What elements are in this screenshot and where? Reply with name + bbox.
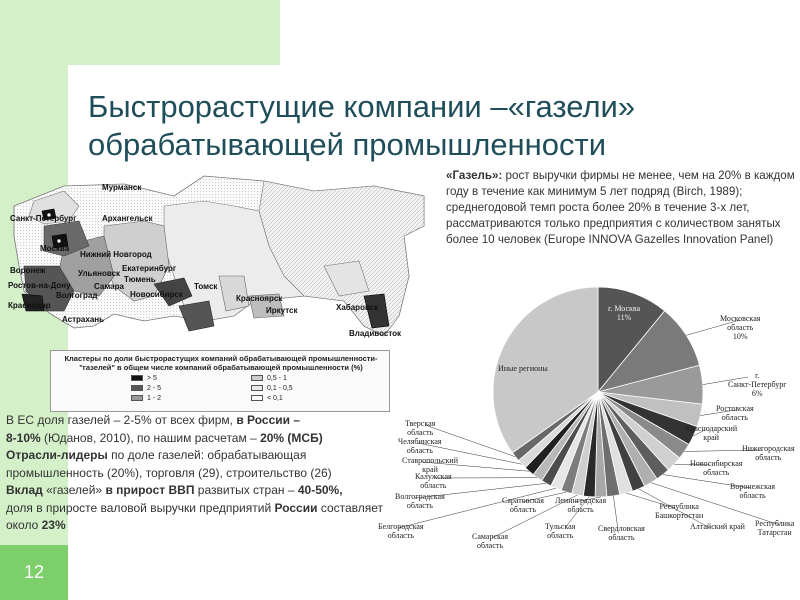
map-label-ekaterinburg: Екатеринбург	[122, 264, 177, 273]
map-label-moscow: Москва	[40, 244, 70, 253]
map-label-arkhangelsk: Архангельск	[102, 214, 153, 223]
legend-label: 1 - 2	[147, 395, 162, 402]
legend-label: 0,1 - 0,5	[267, 385, 293, 392]
eu-text-bold: 23%	[41, 518, 66, 532]
eu-text-bold: 20% (МСБ)	[260, 430, 323, 445]
pie-slice-label: Новосибирская область	[690, 459, 743, 477]
map-label-voronezh: Воронеж	[10, 266, 46, 275]
pie-slice-label: Волгоградская область	[395, 492, 445, 510]
map-label-novosibirsk: Новосибирск	[130, 290, 183, 299]
definition-text: рост выручки фирмы не менее, чем на 20% в каждом году в течение как минимум 5 лет подряд (Birch, 1989); среднегодовой темп роста более 20% в течение 3-х лет, рассматриваются только предприятия с количеством занятых более 10 человек (Europe INNOVA Gazelles Innovation Panel)	[446, 169, 795, 246]
map-label-murmansk: Мурманск	[102, 183, 142, 192]
legend-swatch	[131, 395, 143, 401]
eu-text-part: (Юданов, 2010), по нашим расчетам –	[40, 430, 261, 445]
map-label-volgograd: Волгоград	[56, 291, 98, 300]
eu-text-bold: Вклад	[6, 483, 43, 497]
eu-text-part: доля в приросте валовой выручки предприятий	[6, 500, 275, 515]
map-label-rostov: Ростов-на-Дону	[8, 281, 71, 290]
legend-swatch	[131, 385, 143, 391]
map-label-spb: Санкт-Петербург	[10, 214, 77, 223]
pie-slice-label: г. Санкт-Петербург 6%	[728, 371, 787, 398]
eu-text-bold: 40-50%,	[297, 483, 343, 497]
map-label-tomsk: Томск	[194, 282, 218, 291]
pie-slice-label: Свердловская область	[598, 524, 645, 542]
map-city-dot	[57, 239, 61, 243]
legend-item	[131, 395, 161, 402]
legend-title: Кластеры по доли быстрорастущих компаний обрабатывающей промышленности-"газелей" в общем числе компаний обрабатывающей промышленности (%)	[64, 354, 378, 372]
map-label-samara: Самара	[94, 282, 124, 291]
pie-slice-label: Республика Башкортостан	[655, 502, 704, 520]
slide-title-line1: Быстрорастущие компании –«газели»	[88, 89, 636, 124]
pie-slice-label: Краснодарский край	[685, 424, 738, 442]
eu-text-part: составляет около	[6, 500, 384, 532]
pie-slice-label: Саратовская область	[502, 496, 544, 514]
pie-slice-label: Иные регионы	[498, 364, 548, 373]
pie-slice-label: Нижегородская область	[742, 444, 795, 462]
map-label-n-novgorod: Нижний Новгород	[80, 250, 152, 259]
eu-text-bold: Отрасли-лидеры	[6, 448, 108, 462]
map-label-tyumen: Тюмень	[124, 275, 156, 284]
map-label-irkutsk: Иркутск	[266, 306, 298, 315]
pie-slice-label: Челябинская область	[398, 437, 442, 455]
eu-statistics-text	[6, 412, 391, 535]
gazelle-definition	[446, 168, 796, 248]
pie-slice-label: Самарская область	[472, 532, 508, 550]
map-label-krasnoyarsk: Красноярск	[236, 294, 283, 303]
pie-slice-label: Тверская область	[405, 419, 436, 437]
legend-label: 2 - 5	[147, 385, 162, 392]
legend-label: < 0,1	[267, 395, 283, 402]
slide-title	[88, 88, 788, 164]
pie-slice-label: Московская область 10%	[720, 314, 761, 341]
eu-text-bold: в прирост ВВП	[105, 483, 195, 497]
legend-swatch	[131, 375, 143, 381]
eu-text-bold: России	[274, 500, 318, 515]
legend-item	[251, 395, 283, 402]
map-label-ulyanovsk: Ульяновск	[78, 269, 121, 278]
pie-slice-label: Ростовская область	[716, 404, 754, 422]
pie-slice-label: Тульская область	[545, 522, 576, 540]
eu-text-bold: 8-10%	[6, 430, 41, 445]
legend-item	[131, 375, 157, 382]
eu-text-part: В ЕС доля газелей – 2-5% от всех фирм,	[6, 413, 237, 427]
legend-item	[251, 385, 293, 392]
legend-label: > 5	[147, 375, 157, 382]
map-label-astrakhan: Астрахань	[62, 315, 105, 324]
eu-text-part: по доле газелей: обрабатывающая промышленность (20%), торговля (29), строительство (26)	[6, 448, 332, 480]
regions-pie-chart	[370, 280, 800, 548]
pie-slice-label: Республика Татарстан	[755, 519, 795, 537]
legend-swatch	[251, 375, 263, 381]
pie-slice-label: Воронежская область	[730, 482, 776, 500]
pie-slice-label: Белгородская область	[378, 522, 424, 540]
legend-item	[251, 375, 287, 382]
map-label-khabarovsk: Хабаровск	[336, 303, 379, 312]
eu-text-bold: в России –	[236, 413, 301, 427]
pie-slice-label: г. Москва 11%	[608, 304, 641, 322]
legend-swatch	[251, 395, 263, 401]
map-label-vladivostok: Владивосток	[349, 329, 402, 338]
pie-slice-label: Ленинградская область	[555, 496, 607, 514]
map-legend	[50, 350, 390, 412]
eu-text-part: развитых стран –	[194, 483, 298, 497]
legend-item	[131, 385, 161, 392]
legend-label: 0,5 - 1	[267, 375, 287, 382]
definition-term: «Газель»:	[446, 169, 503, 182]
pie-slice-label: Алтайский край	[690, 522, 745, 531]
page-number: 12	[23, 562, 45, 582]
pie-slice-label: Калужская область	[415, 472, 452, 490]
pie-slice-label: Ставропольский край	[402, 456, 458, 474]
russia-map	[4, 166, 429, 346]
legend-swatch	[251, 385, 263, 391]
map-label-krasnodar: Краснодар	[8, 301, 51, 310]
slide-title-line2: обрабатывающей промышленности	[88, 127, 607, 162]
map-region-tomsk	[179, 301, 214, 331]
eu-text-part: «газелей»	[42, 483, 106, 497]
